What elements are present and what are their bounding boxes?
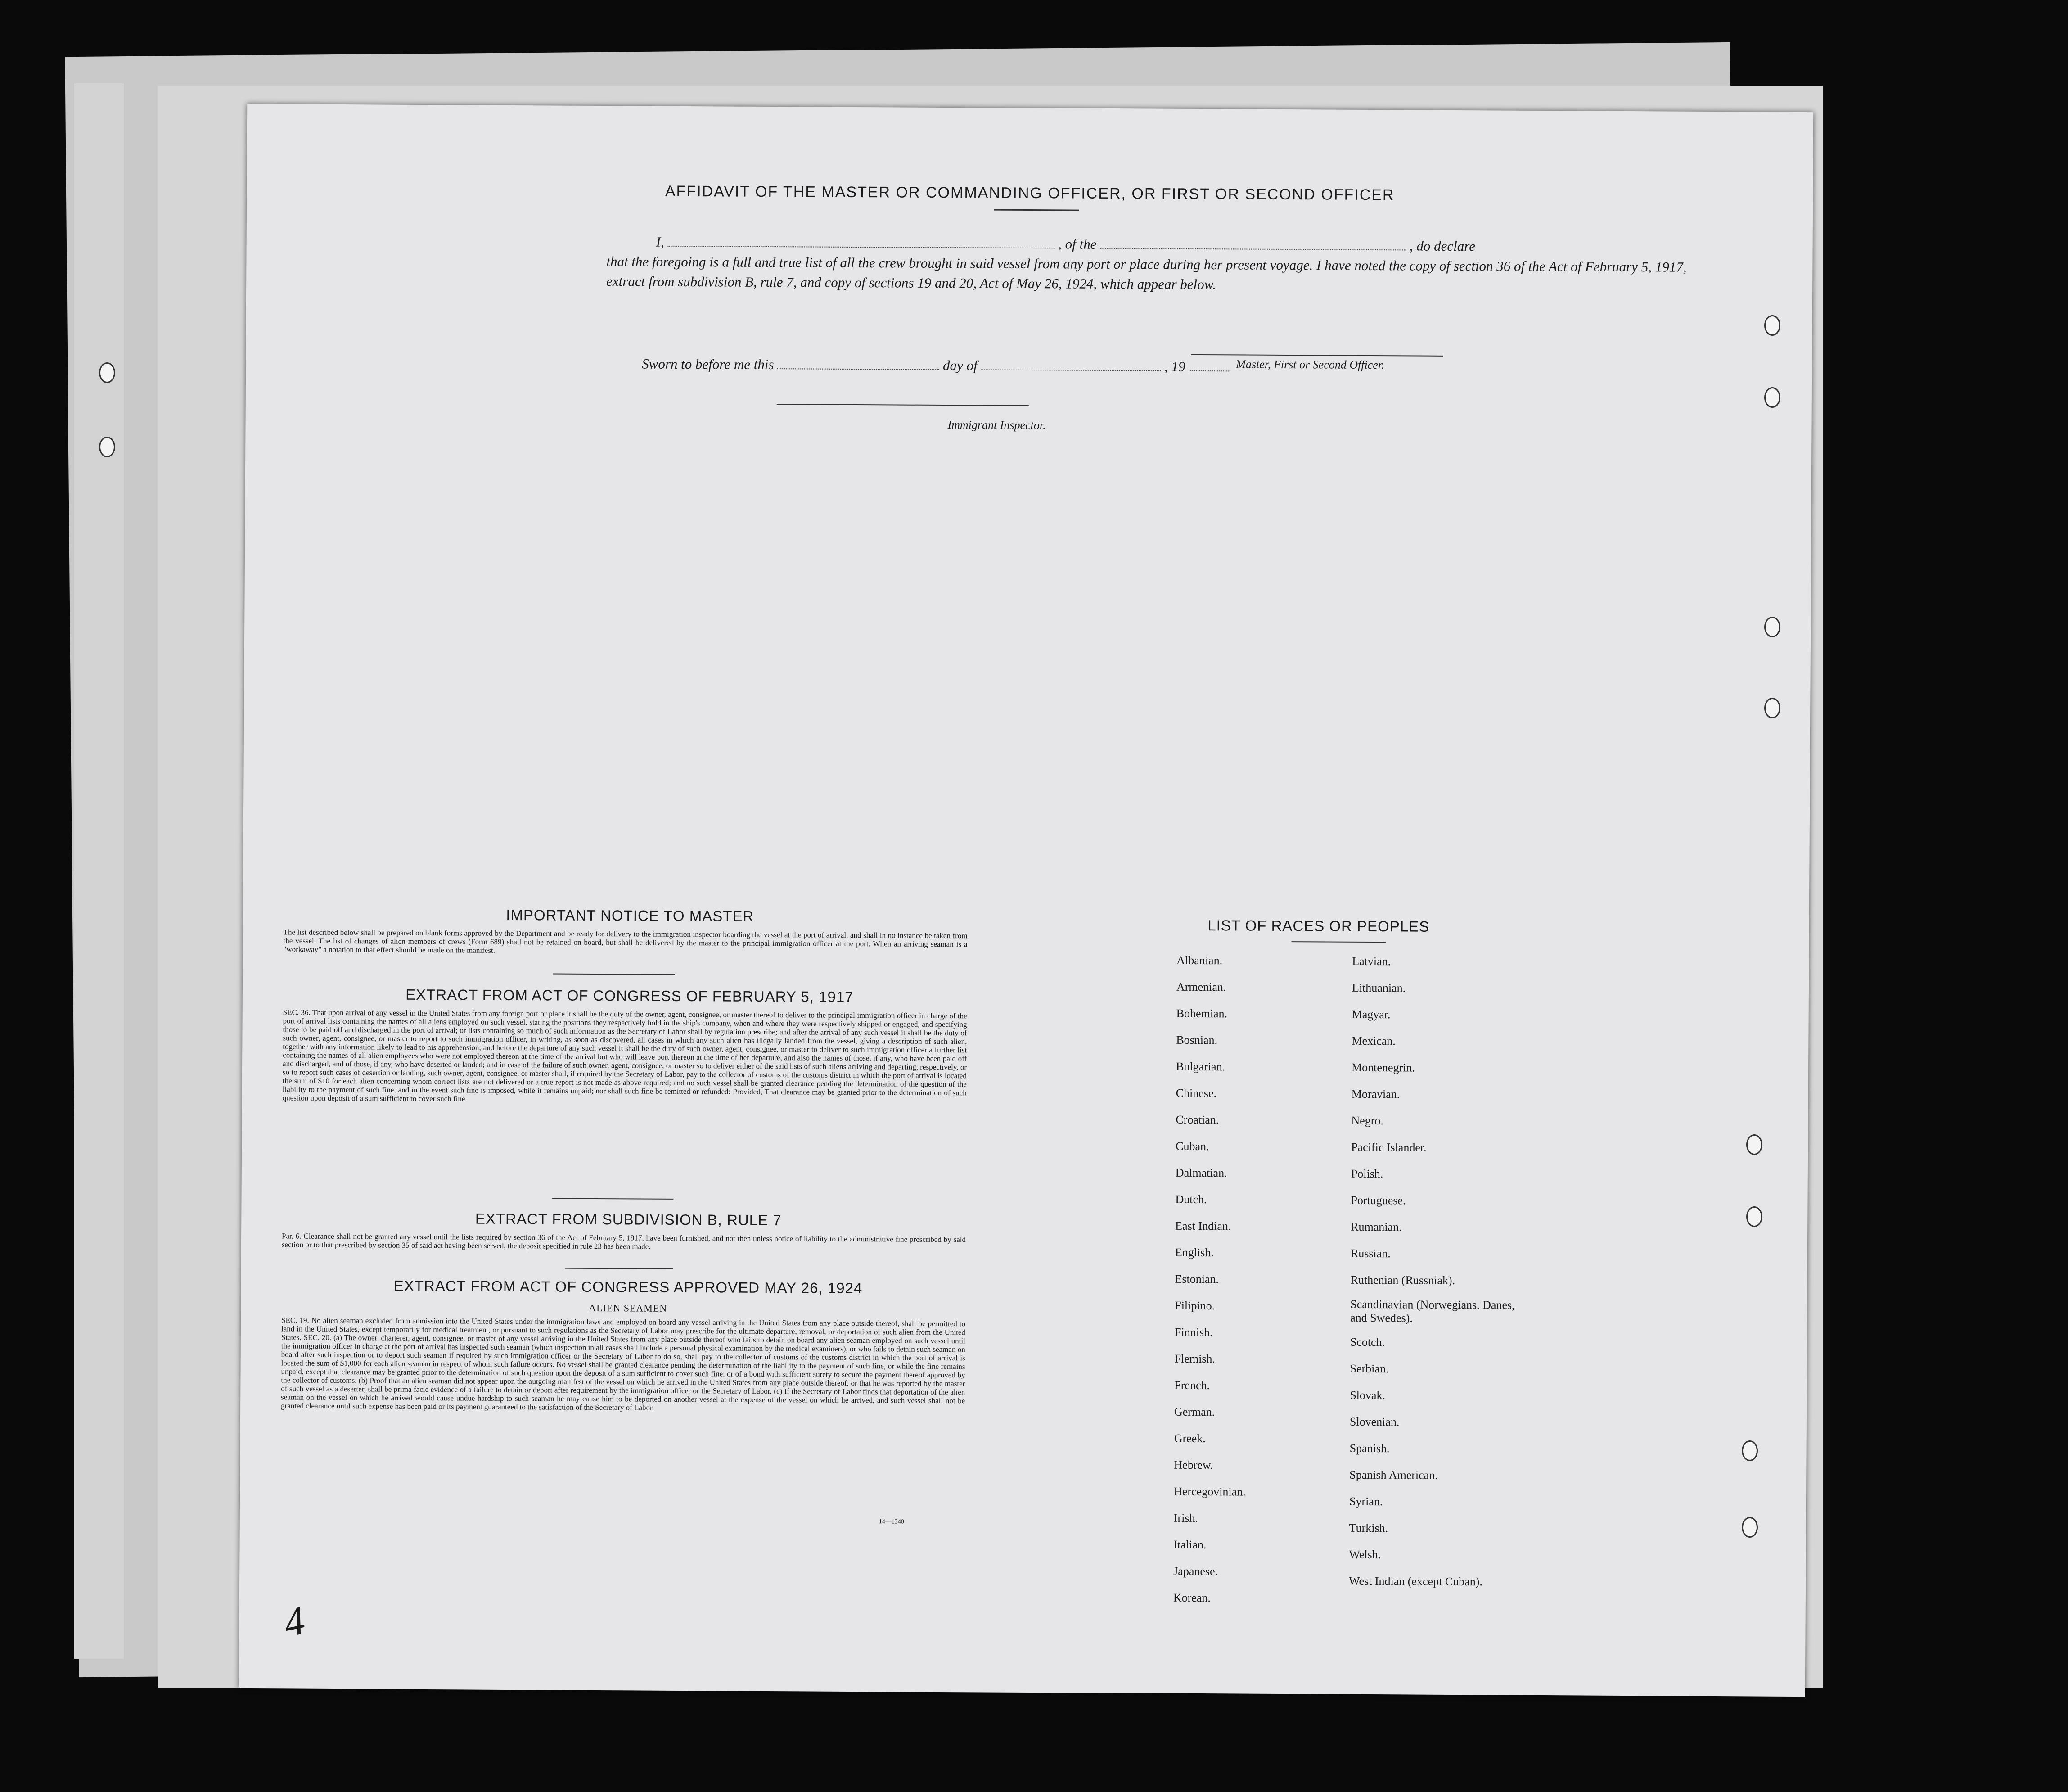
race-item: Croatian. (1176, 1113, 1219, 1127)
binder-hole (99, 362, 115, 383)
master-signature-label: Master, First or Second Officer. (1236, 357, 1384, 372)
races-divider (1292, 941, 1386, 943)
extract-1917-divider (552, 1198, 674, 1199)
race-item: Turkish. (1349, 1521, 1388, 1535)
race-item: Italian. (1173, 1538, 1207, 1552)
race-item: Spanish. (1349, 1441, 1390, 1455)
race-item: Scotch. (1350, 1335, 1385, 1349)
form-number: 14—1340 (879, 1518, 904, 1526)
extract-1917-title: EXTRACT FROM ACT OF CONGRESS OF FEBRUARY 5, 1917 (405, 986, 854, 1005)
race-item: Armenian. (1176, 980, 1226, 994)
handwritten-mark: 4 (280, 1598, 309, 1646)
race-item: Albanian. (1176, 953, 1223, 967)
race-item: Pacific Islander. (1351, 1140, 1427, 1154)
sworn-day-blank (777, 368, 939, 370)
race-item: Greek. (1174, 1431, 1206, 1445)
extract-1924-text: SEC. 19. No alien seaman excluded from admission into the United States under the immigration laws and employed on board any vessel arriving in the United States from any place outside thereof, shall be permitted to land in the United States, except temporarily for medical treatment, or pursuant to such regulations as the Secretary of Labor may prescribe for the ultimate departure, removal, or deportation of such alien from the United States. SEC. 20. (a) The owner, charterer, agent, consignee, or master of any vessel arriving in the United States from any place outside thereof who fails to detain on board any alien seaman employed on such vessel until the immigration officer in charge at the port of arrival has inspected such seaman (which inspection in all cases shall include a personal physical examination by the medical examiners), or who fails to detain such seaman on board after such inspection or to deport such seaman if required by such immigration officer or the Secretary of Labor to do so, shall pay to the collector of customs of the customs district in which the port of arrival is located the sum of $1,000 for each alien seaman in respect of whom such failure occurs. No vessel shall be granted clearance pending the determination of the liability to the payment of such fine, or while the fine remains unpaid, except that clearance may be granted prior to the determination of such question upon the deposit of a sum sufficient to cover such fine, or of a bond with sufficient surety to secure the payment thereof approved by the collector of customs. (b) Proof that an alien seaman did not appear upon the outgoing manifest of the vessel on which he arrived in the United States from any place outside thereof, or that he was reported by the master of such vessel as a deserter, shall be prima facie evidence of a failure to detain or deport after requirement by the immigration officer or the Secretary of Labor. (c) If the Secretary of Labor finds that deportation of the alien seaman on the vessel on which he arrived would cause undue hardship to such seaman he may cause him to be deported on another vessel at the expense of the vessel on which he arrived, and such vessel shall not be granted clearance until such expense has been paid or its payment guaranteed to the satisfaction of the Secretary of Labor. (281, 1316, 966, 1412)
race-item: Finnish. (1174, 1325, 1213, 1339)
left-binding-strip (74, 83, 124, 1659)
race-item: Slovenian. (1349, 1415, 1400, 1429)
race-item: Serbian. (1350, 1362, 1389, 1376)
declaration-do-declare: , do declare (1409, 238, 1476, 254)
sworn-day-of: day of (942, 357, 978, 374)
race-item: Hebrew. (1174, 1458, 1213, 1472)
race-item: Welsh. (1349, 1548, 1381, 1562)
binder-hole (1764, 698, 1780, 718)
race-item: Moravian. (1351, 1087, 1400, 1101)
notice-divider (553, 974, 675, 975)
title-divider (994, 209, 1079, 211)
race-item: Spanish American. (1349, 1468, 1438, 1482)
sworn-line (642, 356, 1229, 375)
race-item: Cuban. (1176, 1139, 1209, 1153)
race-item: West Indian (except Cuban). (1349, 1574, 1482, 1589)
race-item: Dalmatian. (1175, 1166, 1227, 1180)
notice-title: IMPORTANT NOTICE TO MASTER (506, 906, 754, 925)
sworn-year: , 19 (1164, 358, 1185, 375)
race-item: English. (1175, 1246, 1214, 1259)
binder-hole (1746, 1206, 1762, 1227)
notice-text: The list described below shall be prepared on blank forms approved by the Department and be ready for delivery to the immigration inspector boarding the vessel at the port of arrival, and shall in no instance be taken from the vessel. The list of changes of alien members of crews (Form 689) shall not be retained on board, but shall be delivered by the master to the principal immigration officer at the port. When an arriving seaman is a "workaway" a notation to that effect should be made on the manifest. (283, 928, 968, 955)
binder-hole (99, 437, 115, 457)
races-column-2 (1349, 948, 1532, 1595)
races-column-1 (1173, 947, 1248, 1611)
declaration-block (606, 232, 1723, 297)
race-item: Mexican. (1352, 1034, 1396, 1048)
race-item: Lithuanian. (1352, 981, 1406, 995)
sworn-prefix: Sworn to before me this (642, 356, 774, 373)
race-item: Syrian. (1349, 1494, 1383, 1508)
extract-rule7-text: Par. 6. Clearance shall not be granted any vessel until the lists required by section 36 of the Act of February 5, 1917, have been furnished, and not then unless notice of liability to the administrative fine prescribed by said section or to that prescribed by section 35 of said act having been served, the deposit specified in rule 23 has been made. (281, 1232, 966, 1251)
race-item: Montenegrin. (1351, 1061, 1415, 1074)
race-item: Rumanian. (1351, 1220, 1402, 1234)
race-item: Dutch. (1175, 1192, 1207, 1206)
races-title: LIST OF RACES OR PEOPLES (1207, 917, 1430, 935)
binder-hole (1764, 387, 1780, 408)
race-item: Latvian. (1352, 954, 1391, 968)
extract-1917-text: SEC. 36. That upon arrival of any vessel in the United States from any foreign port or place it shall be the duty of the owner, agent, consignee, or master thereof to deliver to the principal immigration officer in charge of the port of arrival lists containing the names of all aliens employed on such vessel, stating the positions they respectively hold in the ship's company, when and where they were respectively shipped or engaged, and specifying those to be paid off and discharged in the port of arrival; or lists containing so much of such information as the Secretary of Labor shall by regulation prescribe; and after the arrival of any such vessel it shall be the duty of such owner, agent, consignee, or master to report to such immigration officer, in writing, as soon as discovered, all cases in which any such alien has illegally landed from the vessel, giving a description of such alien, together with any information likely to lead to his apprehension; and before the departure of any such vessel it shall be the duty of such owner, agent, consignee, or master to deliver to such immigration officer a further list containing the names of all alien employees who were not employed thereon at the time of the arrival but who will leave port thereon at the time of her departure, and also the names of those, if any, who have been paid off and discharged, and of those, if any, who have deserted or landed; and in case of the failure of such owner, agent, consignee, or master so to deliver either of the said lists of such aliens arriving and departing, respectively, or so to report such cases of desertion or landing, such owner, agent, consignee, or master shall, if required by the Secretary of Labor, pay to the collector of customs of the customs district in which the port of arrival is located the sum of $10 for each alien concerning whom correct lists are not delivered or a true report is not made as above required; and no such vessel shall be granted clearance pending the determination of the question of the liability to the payment of such fine, and in the event such fine is imposed, while it remains unpaid; nor shall such fine be remitted or refunded: Provided, That clearance may be granted prior to the determination of such question upon deposit of a sum sufficient to cover such fine. (282, 1008, 967, 1103)
race-item: Ruthenian (Russniak). (1350, 1273, 1455, 1287)
race-item: Bulgarian. (1176, 1060, 1225, 1074)
binder-hole (1746, 1134, 1762, 1155)
declaration-i: I, (656, 234, 664, 250)
affidavit-title: AFFIDAVIT OF THE MASTER OR COMMANDING OFFICER, OR FIRST OR SECOND OFFICER (665, 182, 1395, 204)
binder-hole (1764, 617, 1780, 637)
binder-hole (1764, 315, 1780, 336)
inspector-signature-line (777, 404, 1029, 406)
race-item: Filipino. (1175, 1299, 1215, 1313)
race-item: Portuguese. (1351, 1193, 1406, 1207)
extract-1924-subtitle: ALIEN SEAMEN (589, 1302, 667, 1314)
extract-rule7-divider (565, 1268, 673, 1269)
binder-hole (1742, 1517, 1758, 1538)
race-item: Japanese. (1173, 1564, 1218, 1578)
race-item: Bohemian. (1176, 1007, 1228, 1020)
extract-rule7-title: EXTRACT FROM SUBDIVISION B, RULE 7 (475, 1210, 782, 1229)
race-item: Chinese. (1176, 1086, 1217, 1100)
declaration-of-the: , of the (1058, 236, 1097, 252)
race-item: Slovak. (1350, 1388, 1386, 1402)
inspector-label: Immigrant Inspector. (947, 418, 1046, 432)
race-item: Scandinavian (Norwegians, Danes, and Swedes). (1350, 1297, 1515, 1325)
race-item: Polish. (1351, 1167, 1383, 1181)
sworn-month-blank (981, 369, 1161, 371)
declaration-body: that the foregoing is a full and true list of all the crew brought in said vessel from any port or place during her present voyage. I have noted the copy of section 36 of the Act of February 5, 1917, extract from subdivision B, rule 7, and copy of sections 19 and 20, Act of May 26, 1924, which appear below. (606, 253, 1687, 293)
vessel-blank (1100, 248, 1406, 251)
race-item: Hercegovinian. (1174, 1485, 1246, 1499)
race-item: Magyar. (1352, 1007, 1391, 1021)
race-item: Negro. (1351, 1114, 1384, 1128)
race-item: Irish. (1173, 1511, 1198, 1525)
extract-1924-title: EXTRACT FROM ACT OF CONGRESS APPROVED MAY 26, 1924 (393, 1277, 863, 1297)
race-item: East Indian. (1175, 1219, 1231, 1233)
name-blank (667, 246, 1054, 249)
affidavit-page (239, 104, 1813, 1697)
race-item: Estonian. (1175, 1272, 1219, 1286)
sworn-year-blank (1189, 370, 1229, 371)
race-item: Korean. (1173, 1591, 1211, 1605)
master-signature-line (1191, 354, 1443, 357)
race-item: German. (1174, 1405, 1215, 1419)
race-item: Russian. (1350, 1246, 1391, 1260)
race-item: Flemish. (1174, 1352, 1216, 1366)
race-item: Bosnian. (1176, 1033, 1218, 1047)
binder-hole (1742, 1440, 1758, 1461)
race-item: French. (1174, 1378, 1210, 1392)
